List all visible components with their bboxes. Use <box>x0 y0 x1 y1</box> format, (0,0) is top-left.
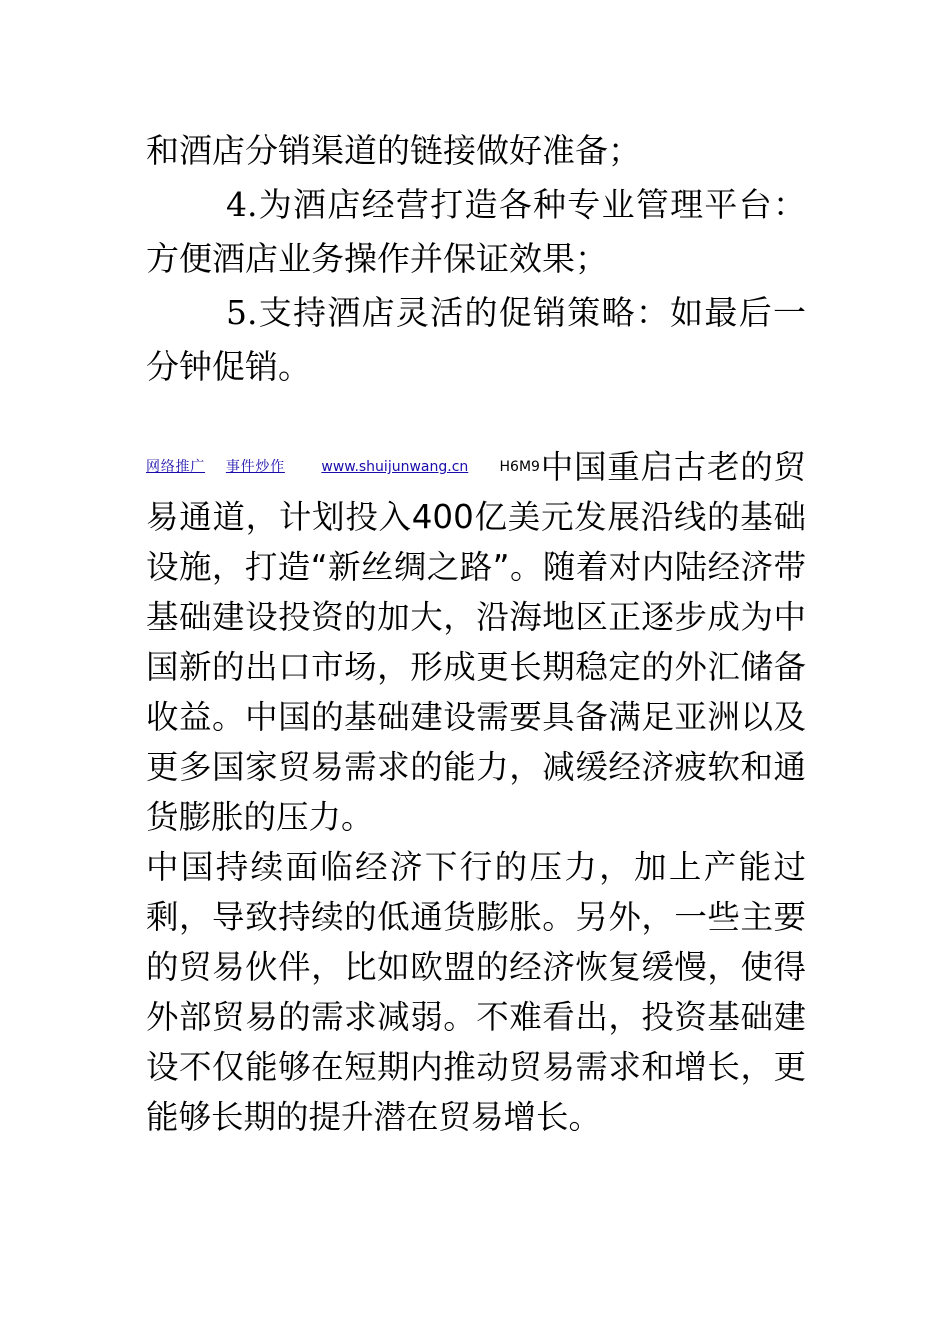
doc-code: H6M9 <box>499 459 540 475</box>
hotel-section <box>146 124 806 394</box>
list-item-4: 4.为酒店经营打造各种专业管理平台：方便酒店业务操作并保证效果； <box>146 185 806 278</box>
list-item-5: 5.支持酒店灵活的促销策略：如最后一分钟促销。 <box>146 293 806 386</box>
paragraph-2: 中国持续面临经济下行的压力，加上产能过剩，导致持续的低通货膨胀。另外，一些主要的贸易伙伴，比如欧盟的经济恢复缓慢，使得外部贸易的需求减弱。不难看出，投资基础建设不仅能够在短期内推动贸易需求和增长，更能够长期的提升潜在贸易增长。 <box>146 848 806 1136</box>
header-links <box>146 459 540 475</box>
link-event-hype[interactable]: 事件炒作 <box>225 459 285 475</box>
link-network-promotion[interactable]: 网络推广 <box>146 459 206 475</box>
section-gap <box>146 394 806 442</box>
document-page <box>146 124 806 1142</box>
paragraph-1-text: 中国重启古老的贸易通道，计划投入400亿美元发展沿线的基础设施，打造“新丝绸之路”。随着对内陆经济带基础建设投资的加大，沿海地区正逐步成为中国新的出口市场，形成更长期稳定的外汇储备收益。中国的基础建设需要具备满足亚洲以及更多国家贸易需求的能力，减缓经济疲软和通货膨胀的压力。 <box>146 448 806 836</box>
silk-road-section <box>146 442 806 1142</box>
continuation-line: 和酒店分销渠道的链接做好准备； <box>146 131 641 170</box>
paragraph-1 <box>146 442 806 842</box>
link-website[interactable]: www.shuijunwang.cn <box>321 459 469 475</box>
